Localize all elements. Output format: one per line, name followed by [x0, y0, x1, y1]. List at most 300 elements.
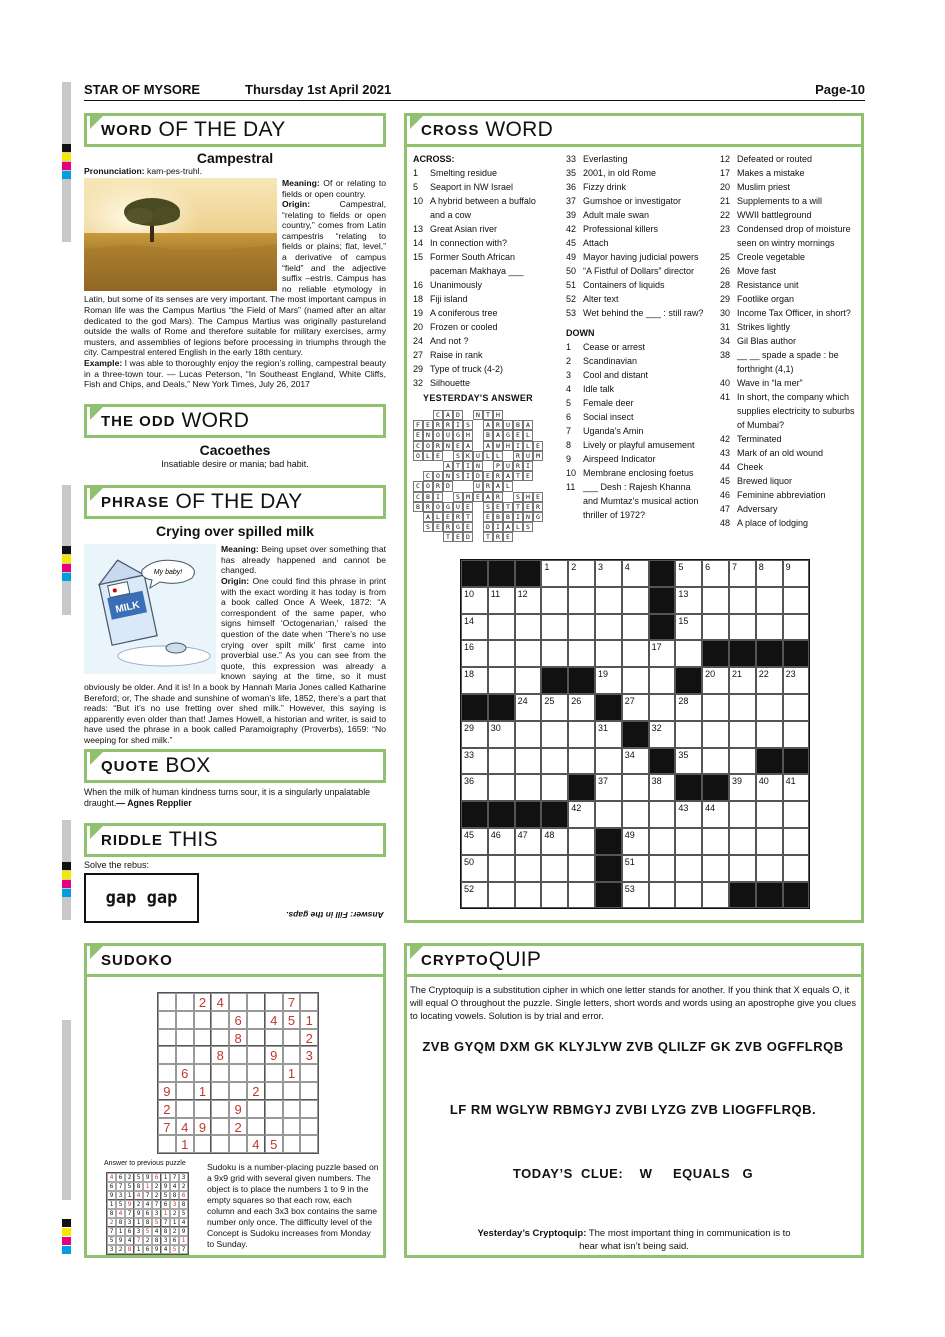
sudoku-cell[interactable]: [265, 1029, 283, 1047]
clue-number: 15: [413, 252, 424, 262]
crossword-cell[interactable]: 20: [702, 667, 729, 694]
sudoku-cell[interactable]: [158, 1011, 176, 1029]
sudoku-cell[interactable]: [211, 1100, 229, 1118]
sudoku-cell[interactable]: [229, 1135, 247, 1153]
crossword-cell[interactable]: [729, 748, 756, 775]
sudoku-cell[interactable]: 6: [229, 1011, 247, 1029]
crossword-cell[interactable]: 14: [461, 614, 488, 641]
sudoku-cell[interactable]: [300, 1135, 318, 1153]
crossword-cell[interactable]: 23: [783, 667, 810, 694]
crossword-cell[interactable]: [783, 801, 810, 828]
crossword-cell[interactable]: [568, 640, 595, 667]
sudoku-cell[interactable]: 1: [300, 1011, 318, 1029]
clue-text: Gil Blas author: [737, 336, 797, 346]
crossword-cell[interactable]: [675, 882, 702, 909]
answer-cell: 5: [107, 1236, 116, 1245]
crossword-cell[interactable]: [649, 882, 676, 909]
crossword-cell[interactable]: 13: [675, 587, 702, 614]
crossword-cell[interactable]: [541, 774, 568, 801]
crossword-cell[interactable]: 27: [622, 694, 649, 721]
phrase-title-small: PHRASE: [101, 493, 170, 511]
crossword-cell[interactable]: [756, 801, 783, 828]
sudoku-cell[interactable]: [176, 1100, 194, 1118]
answer-cell: R: [493, 492, 503, 502]
sudoku-cell[interactable]: 2: [247, 1082, 265, 1100]
crossword-cell[interactable]: 17: [649, 640, 676, 667]
example-label: Example:: [84, 357, 123, 368]
sudoku-cell[interactable]: [229, 1046, 247, 1064]
registration-mark: [62, 573, 71, 581]
riddle-prompt: Solve the rebus:: [84, 860, 150, 870]
sudoku-cell[interactable]: 8: [229, 1029, 247, 1047]
crossword-block: [756, 882, 783, 909]
crossword-cell[interactable]: 32: [649, 721, 676, 748]
crossword-cell[interactable]: [649, 828, 676, 855]
crossword-cell[interactable]: 50: [461, 855, 488, 882]
sudoku-cell[interactable]: [229, 1064, 247, 1082]
crossword-cell[interactable]: [675, 855, 702, 882]
sudoku-cell[interactable]: [283, 1046, 301, 1064]
sudoku-cell[interactable]: 9: [229, 1100, 247, 1118]
clue-number: 33: [566, 154, 577, 164]
crossword-cell[interactable]: 12: [515, 587, 542, 614]
crossword-cell[interactable]: [515, 667, 542, 694]
crossword-cell[interactable]: [515, 640, 542, 667]
sudoku-cell[interactable]: [283, 1118, 301, 1136]
crossword-cell[interactable]: [702, 721, 729, 748]
answer-cell: C: [433, 410, 443, 420]
registration-mark: [62, 1246, 71, 1254]
crossword-cell[interactable]: [702, 587, 729, 614]
crossword-cell[interactable]: 11: [488, 587, 515, 614]
meaning-text: Of or relating to fields or open country.: [282, 178, 387, 199]
crossword-cell[interactable]: 38: [649, 774, 676, 801]
clue-item: [566, 222, 708, 236]
crossword-cell[interactable]: 44: [702, 801, 729, 828]
meaning-label: Meaning:: [282, 178, 320, 188]
crossword-cell[interactable]: [649, 801, 676, 828]
sudoku-cell[interactable]: 6: [176, 1064, 194, 1082]
sudoku-cell[interactable]: [300, 1082, 318, 1100]
sudoku-cell[interactable]: 2: [300, 1029, 318, 1047]
crossword-cell[interactable]: [541, 855, 568, 882]
answer-cell: L: [483, 451, 493, 461]
crossword-cell[interactable]: [515, 774, 542, 801]
clue-item: [566, 194, 708, 208]
answer-cell: S: [453, 451, 463, 461]
sudoku-cell[interactable]: 4: [265, 1011, 283, 1029]
answer-cell: D: [443, 481, 453, 491]
answer-cell: O: [433, 430, 443, 440]
crossword-cell[interactable]: [488, 640, 515, 667]
crossword-cell[interactable]: 26: [568, 694, 595, 721]
clue-item: [566, 292, 708, 306]
clue-text: Mayor having judicial powers: [583, 252, 699, 262]
sudoku-cell[interactable]: 5: [283, 1011, 301, 1029]
crossword-cell[interactable]: [649, 855, 676, 882]
page-number: Page-10: [815, 82, 865, 97]
sudoku-cell[interactable]: [158, 1046, 176, 1064]
sudoku-cell[interactable]: 2: [158, 1100, 176, 1118]
answer-cell: 5: [116, 1200, 125, 1209]
crossword-cell[interactable]: 24: [515, 694, 542, 721]
answer-cell: 7: [152, 1200, 161, 1209]
clue-item: [413, 236, 553, 250]
crossword-cell[interactable]: [622, 640, 649, 667]
crossword-cell[interactable]: 33: [461, 748, 488, 775]
crossword-cell[interactable]: [595, 748, 622, 775]
crossword-cell[interactable]: [515, 855, 542, 882]
sudoku-cell[interactable]: 9: [194, 1118, 212, 1136]
margin-strip: [62, 1020, 71, 1200]
crossword-cell[interactable]: [756, 855, 783, 882]
crossword-cell[interactable]: 3: [595, 560, 622, 587]
crossword-cell[interactable]: 51: [622, 855, 649, 882]
crossword-cell[interactable]: 39: [729, 774, 756, 801]
answer-cell: I: [463, 471, 473, 481]
crossword-cell[interactable]: [756, 587, 783, 614]
crossword-cell[interactable]: [702, 855, 729, 882]
crossword-cell[interactable]: [515, 721, 542, 748]
crossword-cell[interactable]: 49: [622, 828, 649, 855]
sudoku-cell[interactable]: [247, 993, 265, 1011]
sudoku-cell[interactable]: [247, 1118, 265, 1136]
crossword-cell[interactable]: 37: [595, 774, 622, 801]
crossword-cell[interactable]: 21: [729, 667, 756, 694]
crossword-block: [488, 560, 515, 587]
clue-number: 26: [720, 266, 731, 276]
page-header: [84, 79, 865, 101]
answer-cell: 2: [143, 1236, 152, 1245]
crossword-cell[interactable]: 30: [488, 721, 515, 748]
crossword-cell[interactable]: [729, 828, 756, 855]
crossword-cell[interactable]: [649, 667, 676, 694]
sudoku-cell[interactable]: [265, 1064, 283, 1082]
crossword-cell[interactable]: [568, 614, 595, 641]
crossword-cell[interactable]: [488, 882, 515, 909]
clue-item: [566, 340, 708, 354]
crossword-cell[interactable]: [756, 614, 783, 641]
crossword-cell[interactable]: [783, 694, 810, 721]
crossword-cell[interactable]: [568, 721, 595, 748]
answer-cell: C: [413, 481, 423, 491]
crossword-cell[interactable]: [675, 828, 702, 855]
sudoku-cell[interactable]: [300, 1118, 318, 1136]
sudoku-cell[interactable]: [176, 993, 194, 1011]
crossword-cell[interactable]: 4: [622, 560, 649, 587]
crossword-cell[interactable]: 19: [595, 667, 622, 694]
crossword-cell[interactable]: 43: [675, 801, 702, 828]
crossword-cell[interactable]: [729, 801, 756, 828]
crossword-cell[interactable]: 9: [783, 560, 810, 587]
sudoku-cell[interactable]: [265, 1118, 283, 1136]
crossword-block: [649, 560, 676, 587]
answer-cell: B: [483, 430, 493, 440]
crossword-cell[interactable]: 10: [461, 587, 488, 614]
crossword-cell[interactable]: [568, 587, 595, 614]
crossword-cell[interactable]: 5: [675, 560, 702, 587]
crossword-cell[interactable]: [515, 748, 542, 775]
crossword-cell[interactable]: 18: [461, 667, 488, 694]
sudoku-cell[interactable]: [283, 1082, 301, 1100]
answer-cell: E: [463, 502, 473, 512]
sudoku-cell[interactable]: 1: [283, 1064, 301, 1082]
sudoku-cell[interactable]: 9: [265, 1046, 283, 1064]
crossword-cell[interactable]: 16: [461, 640, 488, 667]
sudoku-cell[interactable]: [229, 1082, 247, 1100]
sudoku-cell[interactable]: [158, 1135, 176, 1153]
answer-cell: L: [493, 451, 503, 461]
crossword-cell[interactable]: 42: [568, 801, 595, 828]
crossword-cell[interactable]: [488, 855, 515, 882]
sudoku-cell[interactable]: [247, 1046, 265, 1064]
sudoku-cell[interactable]: [265, 1100, 283, 1118]
crossword-cell[interactable]: [622, 801, 649, 828]
crossword-cell[interactable]: [622, 667, 649, 694]
sudoku-cell[interactable]: [283, 1135, 301, 1153]
crossword-cell[interactable]: 22: [756, 667, 783, 694]
crossword-cell[interactable]: 7: [729, 560, 756, 587]
answer-cell: R: [513, 451, 523, 461]
crossword-cell[interactable]: [729, 855, 756, 882]
sudoku-cell[interactable]: 7: [283, 993, 301, 1011]
sudoku-cell[interactable]: [247, 1100, 265, 1118]
answer-cell: R: [433, 441, 443, 451]
crossword-cell[interactable]: [541, 882, 568, 909]
crossword-cell[interactable]: [756, 694, 783, 721]
crossword-cell[interactable]: 52: [461, 882, 488, 909]
sudoku-cell[interactable]: 7: [158, 1118, 176, 1136]
crossword-cell[interactable]: [488, 748, 515, 775]
crossword-cell[interactable]: 41: [783, 774, 810, 801]
answer-cell: [523, 532, 533, 542]
answer-cell: A: [523, 420, 533, 430]
sudoku-cell[interactable]: [176, 1082, 194, 1100]
sudoku-cell[interactable]: 1: [176, 1135, 194, 1153]
crossword-cell[interactable]: 15: [675, 614, 702, 641]
crossword-cell[interactable]: 45: [461, 828, 488, 855]
crossword-cell[interactable]: 48: [541, 828, 568, 855]
sudoku-cell[interactable]: [176, 1011, 194, 1029]
crossword-cell[interactable]: 47: [515, 828, 542, 855]
clue-item: [566, 466, 708, 480]
clue-number: 3: [566, 370, 572, 380]
crossword-cell[interactable]: [729, 721, 756, 748]
crossword-cell[interactable]: [541, 721, 568, 748]
wotd-pronunciation: [84, 166, 386, 177]
crossword-block: [488, 801, 515, 828]
answer-cell: 5: [152, 1218, 161, 1227]
sudoku-cell[interactable]: [158, 993, 176, 1011]
sudoku-cell[interactable]: 4: [176, 1118, 194, 1136]
answer-cell: U: [523, 451, 533, 461]
sudoku-cell[interactable]: 4: [211, 993, 229, 1011]
crossword-cell[interactable]: 25: [541, 694, 568, 721]
crossword-cell[interactable]: [515, 614, 542, 641]
clue-number: 36: [566, 182, 577, 192]
sudoku-cell[interactable]: [194, 1135, 212, 1153]
crossword-cell[interactable]: [595, 587, 622, 614]
crossword-cell[interactable]: 35: [675, 748, 702, 775]
crossword-cell[interactable]: 40: [756, 774, 783, 801]
sudoku-cell[interactable]: [211, 1118, 229, 1136]
clue-number: 42: [720, 434, 731, 444]
sudoku-cell[interactable]: [194, 1046, 212, 1064]
crossword-cell[interactable]: [702, 748, 729, 775]
sudoku-cell[interactable]: [211, 1011, 229, 1029]
answer-cell: U: [503, 461, 513, 471]
crossword-cell[interactable]: 28: [675, 694, 702, 721]
crossword-cell[interactable]: 31: [595, 721, 622, 748]
sudoku-cell[interactable]: [300, 1064, 318, 1082]
crossword-cell[interactable]: 46: [488, 828, 515, 855]
clue-number: 43: [720, 448, 731, 458]
sudoku-cell[interactable]: 4: [247, 1135, 265, 1153]
answer-cell: R: [433, 420, 443, 430]
sudoku-cell[interactable]: [265, 993, 283, 1011]
crossword-cell[interactable]: [595, 614, 622, 641]
answer-cell: [533, 430, 543, 440]
sudoku-cell[interactable]: [300, 993, 318, 1011]
crossword-block: [515, 801, 542, 828]
crossword-cell[interactable]: [515, 882, 542, 909]
crossword-cell[interactable]: [675, 640, 702, 667]
crossword-cell[interactable]: [541, 587, 568, 614]
clue-item: [413, 222, 553, 236]
answer-cell: A: [463, 441, 473, 451]
sudoku-cell[interactable]: [211, 1135, 229, 1153]
crossword-cell[interactable]: [702, 694, 729, 721]
answer-cell: R: [493, 532, 503, 542]
sudoku-cell[interactable]: [176, 1046, 194, 1064]
sudoku-cell[interactable]: [229, 993, 247, 1011]
sudoku-cell[interactable]: 1: [194, 1082, 212, 1100]
clue-item: [720, 278, 860, 292]
crossword-cell[interactable]: 8: [756, 560, 783, 587]
crossword-cell[interactable]: [702, 614, 729, 641]
sudoku-cell[interactable]: [300, 1100, 318, 1118]
sudoku-cell[interactable]: [283, 1029, 301, 1047]
sudoku-grid[interactable]: [157, 992, 319, 1154]
sudoku-cell[interactable]: [194, 1011, 212, 1029]
answer-cell: 6: [116, 1173, 125, 1182]
crossword-cell[interactable]: [729, 614, 756, 641]
sudoku-cell[interactable]: [158, 1029, 176, 1047]
sudoku-cell[interactable]: [265, 1082, 283, 1100]
crossword-cell[interactable]: [783, 721, 810, 748]
answer-cell: 3: [161, 1236, 170, 1245]
clue-item: [566, 278, 708, 292]
answer-cell: 5: [143, 1227, 152, 1236]
crossword-cell[interactable]: [568, 828, 595, 855]
crossword-cell[interactable]: [488, 614, 515, 641]
clue-text: A place of lodging: [737, 518, 809, 528]
sudoku-cell[interactable]: 2: [229, 1118, 247, 1136]
sudoku-cell[interactable]: 2: [194, 993, 212, 1011]
crossword-cell[interactable]: 53: [622, 882, 649, 909]
crossword-cell[interactable]: [783, 587, 810, 614]
crossword-cell[interactable]: [729, 694, 756, 721]
crossword-cell[interactable]: [488, 667, 515, 694]
answer-cell: L: [423, 451, 433, 461]
sudoku-cell[interactable]: [211, 1029, 229, 1047]
sudoku-cell[interactable]: [247, 1064, 265, 1082]
crossword-cell[interactable]: [568, 855, 595, 882]
sudoku-cell[interactable]: [158, 1064, 176, 1082]
crossword-cell[interactable]: [568, 748, 595, 775]
answer-cell: 8: [125, 1245, 134, 1254]
sudoku-cell[interactable]: [194, 1064, 212, 1082]
answer-cell: R: [443, 522, 453, 532]
crossword-cell[interactable]: 29: [461, 721, 488, 748]
crossword-cell[interactable]: [595, 801, 622, 828]
crossword-cell[interactable]: [622, 774, 649, 801]
answer-cell: 2: [134, 1200, 143, 1209]
clue-text: Smelting residue: [430, 168, 498, 178]
crossword-cell[interactable]: 6: [702, 560, 729, 587]
sudoku-cell[interactable]: [247, 1029, 265, 1047]
crossword-cell[interactable]: 36: [461, 774, 488, 801]
sudoku-cell[interactable]: [194, 1029, 212, 1047]
crossword-cell[interactable]: [622, 614, 649, 641]
crossword-cell[interactable]: [702, 828, 729, 855]
crossword-cell[interactable]: [756, 828, 783, 855]
crossword-cell[interactable]: [488, 774, 515, 801]
answer-cell: A: [443, 410, 453, 420]
answer-cell: R: [513, 461, 523, 471]
crossword-cell[interactable]: 2: [568, 560, 595, 587]
sudoku-cell[interactable]: 3: [300, 1046, 318, 1064]
crossword-grid[interactable]: [460, 559, 810, 909]
sudoku-cell[interactable]: 9: [158, 1082, 176, 1100]
answer-cell: B: [503, 512, 513, 522]
crossword-cell[interactable]: [649, 694, 676, 721]
crossword-cell[interactable]: [541, 614, 568, 641]
sudoku-cell[interactable]: [176, 1029, 194, 1047]
crossword-cell[interactable]: [702, 882, 729, 909]
sudoku-cell[interactable]: [211, 1082, 229, 1100]
crossword-cell[interactable]: [729, 587, 756, 614]
sudoku-cell[interactable]: [283, 1100, 301, 1118]
crossword-cell[interactable]: 1: [541, 560, 568, 587]
sudoku-cell[interactable]: [247, 1011, 265, 1029]
sudoku-cell[interactable]: [194, 1100, 212, 1118]
phrase-text: Crying over spilled milk: [156, 523, 314, 539]
answer-cell: 4: [134, 1191, 143, 1200]
crossword-cell[interactable]: [783, 828, 810, 855]
crossword-cell[interactable]: [568, 882, 595, 909]
sudoku-cell[interactable]: [211, 1064, 229, 1082]
answer-cell: [413, 471, 423, 481]
crossword-cell[interactable]: [783, 855, 810, 882]
crossword-cell[interactable]: [675, 721, 702, 748]
yesterday-cq-label: Yesterday’s Cryptoquip:: [477, 1228, 587, 1239]
answer-cell: 7: [134, 1236, 143, 1245]
crossword-cell[interactable]: [783, 614, 810, 641]
crossword-cell[interactable]: [541, 640, 568, 667]
crossword-cell[interactable]: 34: [622, 748, 649, 775]
crossword-cell[interactable]: [622, 587, 649, 614]
clue-text: Creole vegetable: [737, 252, 806, 262]
crossword-cell[interactable]: [756, 721, 783, 748]
crossword-cell[interactable]: [595, 640, 622, 667]
clue-number: 5: [566, 398, 572, 408]
clue-item: [720, 194, 860, 208]
sudoku-cell[interactable]: 5: [265, 1135, 283, 1153]
crossword-cell[interactable]: [541, 748, 568, 775]
sudoku-cell[interactable]: 8: [211, 1046, 229, 1064]
answer-cell: 6: [143, 1245, 152, 1254]
